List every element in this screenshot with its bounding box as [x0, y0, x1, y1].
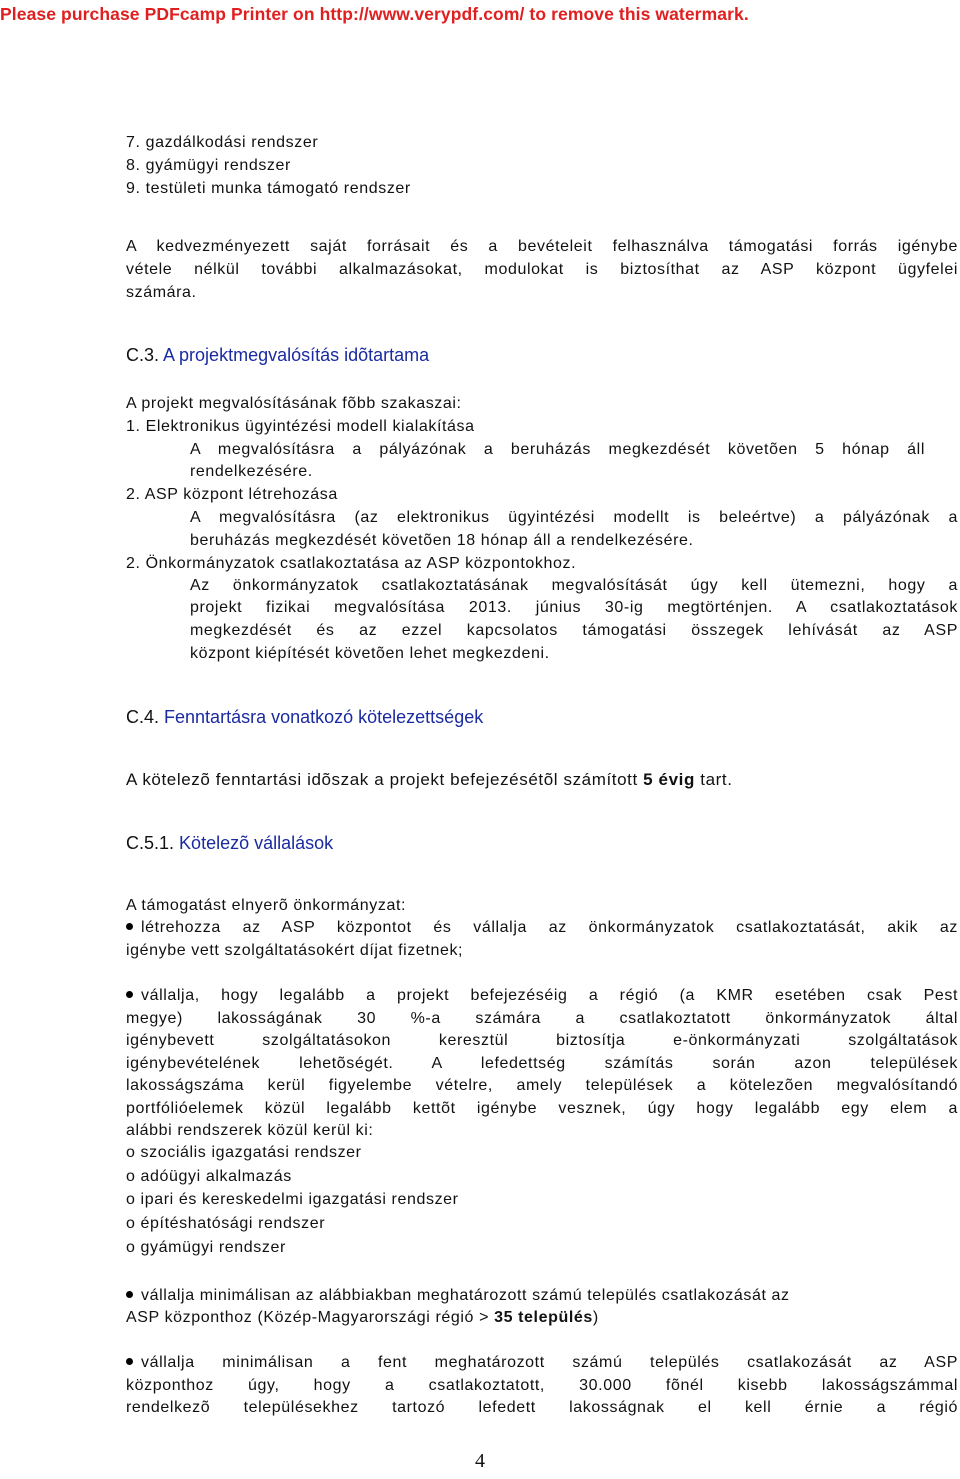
c51-bullet-3-line-2-bold: 35 település	[494, 1309, 593, 1326]
c3-stage-3-line-4: központ kiépítését követõen lehet megkezdeni.	[190, 645, 550, 662]
c3-stage-2-title: 2. ASP központ létrehozása	[126, 486, 338, 503]
c3-stage-2-line-2: beruházás megkezdését követõen 18 hónap áll a rendelkezésére.	[190, 532, 694, 549]
pdf-watermark: Please purchase PDFcamp Printer on http://www.verypdf.com/ to remove this watermark.	[0, 4, 749, 24]
c3-stage-3-title: 2. Önkormányzatok csatlakoztatása az ASP központokhoz.	[126, 555, 577, 572]
heading-c4-title: Fenntartásra vonatkozó kötelezettségek	[164, 707, 484, 727]
bullet-icon	[126, 1358, 133, 1365]
c51-bullet-4-line-2: központhoz úgy, hogy a csatlakoztatott, 30.000 fõnél kisebb lakosságszámmal	[126, 1377, 958, 1394]
c3-intro: A projekt megvalósításának fõbb szakaszai:	[126, 395, 462, 412]
c51-bullet-2-line-2: megye) lakosságának 30 %-a számára a csatlakoztatott önkormányzatok által	[126, 1010, 958, 1027]
bullet-icon	[126, 923, 133, 930]
c51-bullet-2-line-1	[126, 986, 958, 1006]
c51-bullet-3-line-1	[126, 1286, 790, 1306]
c51-bullet-3-line-2	[126, 1308, 599, 1328]
c51-bullet-2-line-7: alábbi rendszerek közül kerül ki:	[126, 1122, 374, 1139]
c51-intro: A támogatást elnyerõ önkormányzat:	[126, 897, 407, 914]
c51-bullet-4-line-1	[126, 1353, 958, 1373]
heading-c4	[126, 706, 483, 728]
bullet-icon	[126, 991, 133, 998]
c51-bullet-3-line-2-post: )	[592, 1309, 599, 1326]
page-number: 4	[475, 1450, 485, 1472]
intro-line-2: vétele nélkül további alkalmazásokat, modulokat is biztosíthat az ASP központ ügyfelei	[126, 261, 958, 278]
c3-stage-3-line-2: projekt fizikai megvalósítása 2013. június 30-ig megtörténjen. A csatlakoztatások	[190, 599, 958, 616]
heading-c3	[126, 344, 429, 366]
c4-text-pre: A kötelezõ fenntartási idõszak a projekt befejezésétõl számított	[126, 770, 644, 789]
c3-stage-3-line-3: megkezdését és az ezzel kapcsolatos támogatási összegek lehívását az ASP	[190, 622, 958, 639]
heading-c3-number: C.3.	[126, 345, 160, 365]
c51-bullet-4-text: vállalja minimálisan a fent meghatározott számú település csatlakozását az ASP	[141, 1354, 958, 1371]
bullet-icon	[126, 1291, 133, 1298]
c51-bullet-3-text: vállalja minimálisan az alábbiakban meghatározott számú település csatlakozását az	[141, 1287, 790, 1304]
c51-bullet-2-line-3: igénybevett szolgáltatásokon keresztül biztosítja e-önkormányzati szolgáltatások	[126, 1032, 958, 1049]
c51-bullet-1-line-2: igénybe vett szolgáltatásokért díjat fizetnek;	[126, 942, 464, 959]
c3-stage-3-line-1: Az önkormányzatok csatlakoztatásának megvalósítását úgy kell ütemezni, hogy a	[190, 577, 958, 594]
c51-bullet-2-line-5: lakosságszáma kerül figyelembe vételre, amely települések a kötelezõen megvalósítandó	[126, 1077, 958, 1094]
c3-stage-2-line-1: A megvalósításra (az elektronikus ügyintézési modellt is beleértve) a pályázónak a	[190, 509, 958, 526]
list-item-8: 8. gyámügyi rendszer	[126, 157, 291, 174]
heading-c51	[126, 832, 333, 854]
c3-stage-1-title: 1. Elektronikus ügyintézési modell kialakítása	[126, 418, 475, 435]
list-item-7: 7. gazdálkodási rendszer	[126, 134, 319, 151]
c4-text-post: tart.	[694, 770, 733, 789]
heading-c4-number: C.4.	[126, 707, 160, 727]
c51-bullet-2-line-6: portfólióelemek közül legalább kettõt igénybe vesznek, úgy hogy legalább egy elem a	[126, 1100, 958, 1117]
c51-bullet-2-text: vállalja, hogy legalább a projekt befejezéséig a régió (a KMR esetében csak Pest	[141, 987, 958, 1004]
c51-sub-item-2: o adóügyi alkalmazás	[126, 1168, 292, 1185]
c4-text	[126, 770, 733, 790]
c51-bullet-1-text: létrehozza az ASP központot és vállalja az önkormányzatok csatlakoztatását, akik az	[141, 919, 958, 936]
c3-stage-1-line-1: A megvalósításra a pályázónak a beruházás megkezdését követõen 5 hónap áll	[190, 441, 925, 458]
c51-bullet-1-line-1	[126, 918, 958, 938]
intro-line-3: számára.	[126, 284, 197, 301]
c51-sub-item-3: o ipari és kereskedelmi igazgatási rendszer	[126, 1191, 459, 1208]
c3-stage-1-line-2: rendelkezésére.	[190, 463, 313, 480]
c4-text-bold: 5 évig	[643, 770, 695, 789]
list-item-9: 9. testületi munka támogató rendszer	[126, 180, 411, 197]
c51-bullet-3-line-2-pre: ASP központhoz (Közép-Magyarországi régió >	[126, 1309, 495, 1326]
c51-bullet-2-line-4: igénybevételének lehetõségét. A lefedettség számítás során azon települések	[126, 1055, 958, 1072]
heading-c3-title: A projektmegvalósítás idõtartama	[163, 345, 430, 365]
c51-sub-item-1: o szociális igazgatási rendszer	[126, 1144, 362, 1161]
c51-sub-item-4: o építéshatósági rendszer	[126, 1215, 326, 1232]
c51-sub-item-5: o gyámügyi rendszer	[126, 1239, 286, 1256]
intro-line-1: A kedvezményezett saját forrásait és a bevételeit felhasználva támogatási forrás igénybe	[126, 238, 958, 255]
heading-c51-title: Kötelezõ vállalások	[179, 833, 334, 853]
c51-bullet-4-line-3: rendelkezõ településekhez tartozó lefedett lakosságnak el kell érnie a régió	[126, 1399, 958, 1416]
heading-c51-number: C.5.1.	[126, 833, 175, 853]
